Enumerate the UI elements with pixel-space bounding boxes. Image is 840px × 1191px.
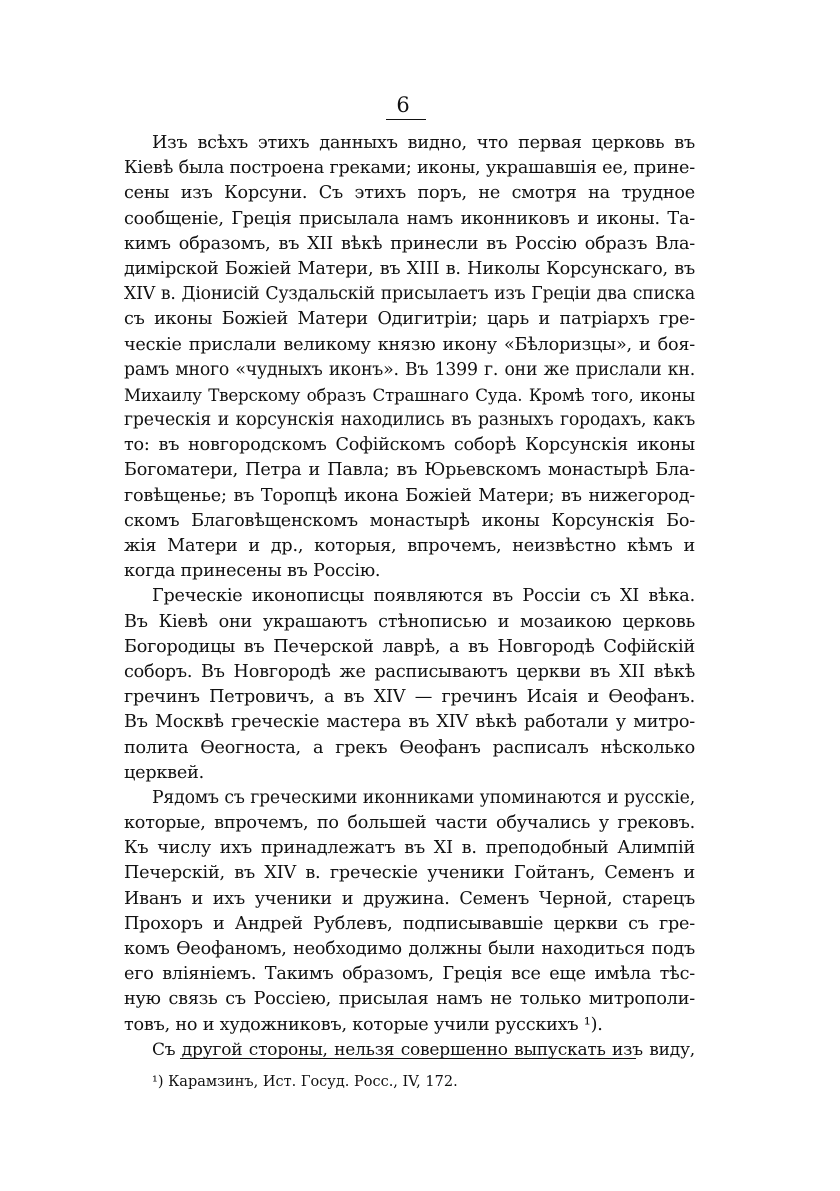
footnote: ¹) Карамзинъ, Ист. Госуд. Росс., IV, 172. <box>152 1074 458 1090</box>
text-line: димірской Божіей Матери, въ XIII в. Николы Корсунскаго, въ <box>124 258 695 279</box>
text-line: съ иконы Божіей Матери Одигитріи; царь и патріархъ гре- <box>124 309 695 330</box>
text-line: которые, впрочемъ, по большей части обучались у грековъ. <box>124 813 695 834</box>
text-line: Греческіе иконописцы появляются въ Россіи съ XI вѣка. <box>152 586 695 607</box>
body-text <box>124 131 695 1063</box>
text-line: то: въ новгородскомъ Софійскомъ соборѣ Корсунскія иконы <box>124 435 695 456</box>
text-line: Иванъ и ихъ ученики и дружина. Семенъ Черной, старецъ <box>124 888 695 909</box>
text-line: его вліяніемъ. Такимъ образомъ, Греція все еще имѣла тѣс- <box>124 964 695 985</box>
text-line: Къ числу ихъ принадлежатъ въ XI в. преподобный Алимпій <box>124 838 695 859</box>
text-line: сены изъ Корсуни. Съ этихъ поръ, не смотря на трудное <box>124 183 695 204</box>
text-line: полита Ѳеогноста, а грекъ Ѳеофанъ расписалъ нѣсколько <box>124 737 695 758</box>
text-line: кимъ образомъ, въ XII вѣкѣ принесли въ Россію образъ Вла- <box>124 233 695 254</box>
text-line: Изъ всѣхъ этихъ данныхъ видно, что первая церковь въ <box>152 133 695 153</box>
footnote-separator <box>180 1058 636 1059</box>
text-line: ческіе прислали великому князю икону «Бѣлоризцы», и боя- <box>124 334 695 355</box>
text-line: Михаилу Тверскому образъ Страшнаго Суда. Кромѣ того, иконы <box>124 384 695 405</box>
text-line: жія Матери и др., которыя, впрочемъ, неизвѣстно кѣмъ и <box>124 536 695 556</box>
text-line: Рядомъ съ греческими иконниками упоминаются и русскіе, <box>152 787 695 808</box>
page-number-underline <box>386 119 426 120</box>
text-line: скомъ Благовѣщенскомъ монастырѣ иконы Корсунскія Бо- <box>124 510 695 531</box>
text-line: говѣщенье; въ Торопцѣ икона Божіей Матери; въ нижегород- <box>124 485 695 506</box>
text-line: когда принесены въ Россію. <box>124 561 381 582</box>
text-line: церквей. <box>124 762 205 783</box>
text-line: Прохоръ и Андрей Рублевъ, подписывавшіе церкви съ гре- <box>124 913 695 934</box>
text-line: Въ Москвѣ греческіе мастера въ XIV вѣкѣ работали у митро- <box>124 712 695 733</box>
text-line: Кіевѣ была построена греками; иконы, украшавшія ее, прине- <box>124 158 695 179</box>
text-line: XIV в. Діонисій Суздальскій присылаетъ изъ Греціи два списка <box>124 284 695 305</box>
text-line: комъ Ѳеофаномъ, необходимо должны были находиться подъ <box>124 939 695 959</box>
text-line: Съ другой стороны, нельзя совершенно выпускать изъ виду, <box>152 1039 695 1060</box>
text-line: Богородицы въ Печерской лаврѣ, а въ Новгородѣ Софійскій <box>124 636 695 657</box>
text-line: товъ, но и художниковъ, которые учили русскихъ ¹). <box>124 1014 603 1035</box>
page-number: 6 <box>396 93 410 117</box>
text-line: соборъ. Въ Новгородѣ же расписываютъ церкви въ XII вѣкѣ <box>124 661 695 682</box>
text-line: сообщеніе, Греція присылала намъ иконниковъ и иконы. Та- <box>124 208 695 229</box>
text-line: Богоматери, Петра и Павла; въ Юрьевскомъ монастырѣ Бла- <box>124 460 695 481</box>
text-line: ную связь съ Россіею, присылая намъ не только митрополи- <box>124 989 695 1010</box>
text-line: Печерскій, въ XIV в. греческіе ученики Гойтанъ, Семенъ и <box>124 863 695 884</box>
text-line: греческія и корсунскія находились въ разныхъ городахъ, какъ <box>124 410 695 431</box>
text-line: рамъ много «чудныхъ иконъ». Въ 1399 г. они же прислали кн. <box>124 359 695 380</box>
text-line: гречинъ Петровичъ, а въ XIV — гречинъ Исаія и Ѳеофанъ. <box>124 687 695 708</box>
text-line: Въ Кіевѣ они украшаютъ стѣнописью и мозаикою церковь <box>124 611 695 632</box>
